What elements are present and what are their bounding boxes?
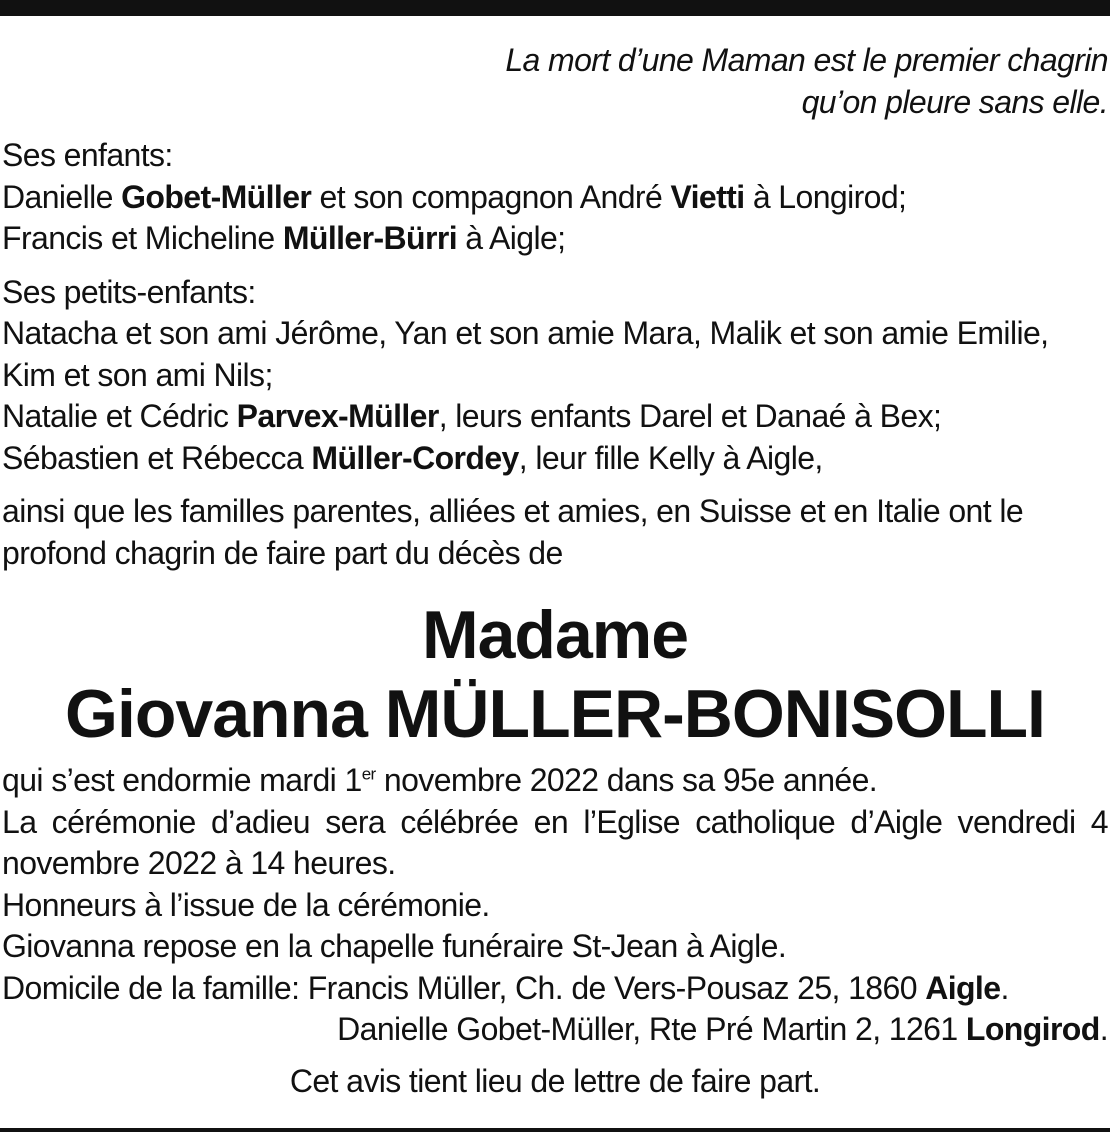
domicile-2-pre: Danielle Gobet-Müller, Rte Pré Martin 2, 1261	[337, 1011, 966, 1047]
epigraph	[2, 40, 1108, 123]
rest-text: Giovanna repose en la chapelle funéraire St-Jean à Aigle.	[2, 928, 787, 964]
epigraph-line-1: La mort d’une Maman est le premier chagrin	[505, 42, 1108, 78]
death-post: novembre 2022 dans sa 95e année.	[375, 762, 878, 798]
child-1-partner-surname: Vietti	[670, 178, 745, 215]
grandchild-2-pre: Sébastien et Rébecca	[2, 439, 312, 476]
domicile-1-pre: Domicile de la famille: Francis Müller, Ch. de Vers-Pousaz 25, 1860	[2, 969, 926, 1006]
child-2-pre: Francis et Micheline	[2, 220, 283, 256]
closing-note: Cet avis tient lieu de lettre de faire part.	[289, 1062, 821, 1099]
domicile-line-1	[2, 968, 1108, 1010]
grandchild-family-1	[2, 396, 1108, 438]
grandchildren-heading: Ses petits-enfants:	[2, 273, 256, 310]
grandchild-2-surname: Müller-Cordey	[311, 439, 519, 476]
death-pre: qui s’est endormie mardi 1	[2, 762, 362, 798]
domicile-2-post: .	[1099, 1011, 1108, 1047]
grandchildren-line-2: Kim et son ami Nils;	[2, 356, 273, 393]
honours-text: Honneurs à l’issue de la cérémonie.	[2, 886, 490, 923]
obituary-notice	[2, 40, 1108, 1102]
death-ordinal: er	[361, 764, 376, 784]
grandchildren-line-1: Natacha et son ami Jérôme, Yan et son amie Mara, Malik et son amie Emilie,	[2, 315, 1049, 351]
children-section	[2, 135, 1108, 260]
domicile-1-town: Aigle	[925, 969, 1001, 1006]
families-line-2: profond chagrin de faire part du décès de	[2, 534, 563, 571]
domicile-2-town: Longirod	[965, 1011, 1100, 1047]
domicile-line-2	[2, 1009, 1108, 1051]
child-1-pre: Danielle	[2, 178, 122, 215]
child-line-2	[2, 218, 1108, 260]
deceased-name: Giovanna MÜLLER-BONISOLLI	[65, 676, 1045, 752]
domicile-1-post: .	[1000, 969, 1009, 1006]
epigraph-line-2: qu’on pleure sans elle.	[801, 83, 1108, 120]
child-line-1	[2, 177, 1108, 219]
details-section	[2, 760, 1108, 1102]
ceremony-text: La cérémonie d’adieu sera célébrée en l’Eglise catholique d’Aigle vendredi 4 novembre 2022 à 14 heures.	[2, 803, 1108, 881]
grandchild-2-post: , leur fille Kelly à Aigle,	[518, 439, 823, 476]
families-section	[2, 491, 1108, 574]
grandchild-1-post: , leurs enfants Darel et Danaé à Bex;	[438, 398, 942, 434]
grandchild-1-surname: Parvex-Müller	[236, 398, 439, 434]
grandchild-1-pre: Natalie et Cédric	[2, 398, 237, 434]
families-line-1: ainsi que les familles parentes, alliées et amies, en Suisse et en Italie ont le	[2, 493, 1024, 529]
deceased-title: Madame	[421, 597, 689, 673]
child-2-post: à Aigle;	[457, 220, 566, 256]
child-2-surname: Müller-Bürri	[282, 220, 457, 256]
grandchild-family-2	[2, 438, 1108, 480]
bottom-rule	[0, 1128, 1110, 1132]
grandchildren-section	[2, 272, 1108, 480]
deceased-name-block	[2, 596, 1108, 754]
child-1-mid: et son compagnon André	[311, 178, 671, 215]
child-1-surname: Gobet-Müller	[121, 178, 312, 215]
top-rule	[0, 0, 1110, 16]
children-heading: Ses enfants:	[2, 137, 173, 173]
child-1-post: à Longirod;	[744, 178, 907, 215]
death-line	[2, 760, 1108, 802]
